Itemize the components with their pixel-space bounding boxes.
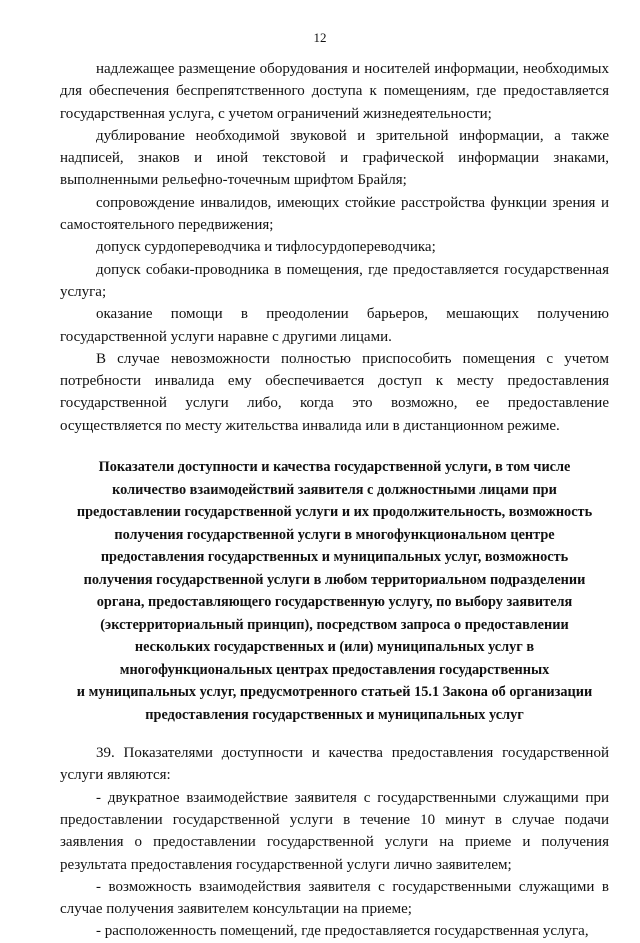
paragraph-premises-location: - расположенность помещений, где предоставляется государственная услуга,	[96, 923, 589, 940]
section-heading	[60, 456, 609, 726]
heading-line: органа, предоставляющего государственную услугу, по выбору заявителя	[96, 594, 573, 611]
indicators-section	[60, 742, 609, 943]
paragraph-equipment-placement: надлежащее размещение оборудования и носителей информации, необходимых для обеспечения беспрепятственного доступа к помещениям, где предоставляется государственная услуга, с учетом ограничений жизнедеятельности;	[60, 61, 609, 122]
paragraph-barrier-assistance: оказание помощи в преодолении барьеров, мешающих получению государственной услуги наравне с другими лицами.	[60, 306, 609, 345]
paragraph-remote-service: В случае невозможности полностью приспособить помещения с учетом потребности инвалида ему обеспечивается доступ к месту предоставления государственной услуги либо, когда это возможно, ее предоставление осуществляется по месту жительства инвалида или в дистанционном режиме.	[60, 350, 609, 434]
heading-line: получения государственной услуги в многофункциональном центре	[114, 526, 555, 543]
heading-line: получения государственной услуги в любом территориальном подразделении	[83, 571, 586, 588]
intro-section	[60, 58, 609, 437]
heading-line: предоставления государственных и муниципальных услуг	[145, 706, 524, 723]
paragraph-escort-disabled: сопровождение инвалидов, имеющих стойкие расстройства функции зрения и самостоятельного передвижения;	[60, 194, 609, 234]
heading-line: предоставления государственных и муниципальных услуг, возможность	[100, 549, 569, 566]
paragraph-item-39: 39. Показателями доступности и качества предоставления государственной услуги являются:	[60, 745, 609, 784]
page-number: 12	[313, 30, 327, 45]
heading-line: предоставлении государственной услуги и их продолжительность, возможность	[76, 504, 593, 521]
heading-line: (экстерриториальный принцип), посредством запроса о предоставлении	[100, 616, 569, 633]
heading-line: многофункциональных центрах предоставления государственных	[119, 661, 550, 678]
paragraph-sign-interpreter: допуск сурдопереводчика и тифлосурдопереводчика;	[96, 239, 436, 256]
heading-line: количество взаимодействий заявителя с должностными лицами при	[112, 481, 557, 498]
paragraph-braille-duplication: дублирование необходимой звуковой и зрительной информации, а также надписей, знаков и иной текстовой и графической информации знаками, выполненными рельефно-точечным шрифтом Брайля;	[60, 127, 609, 189]
heading-line: Показатели доступности и качества государственной услуги, в том числе	[98, 459, 571, 476]
paragraph-double-interaction: - двукратное взаимодействие заявителя с государственными служащими при предоставлении государственной услуги в течение 10 минут в случае подачи заявления о предоставлении государственной услуги на приеме и получения результата предоставления государственной услуги лично заявителем;	[60, 789, 609, 873]
heading-line: и муниципальных услуг, предусмотренного статьей 15.1 Закона об организации	[76, 684, 593, 701]
paragraph-guide-dog: допуск собаки-проводника в помещения, где предоставляется государственная услуга;	[60, 261, 609, 300]
heading-line: нескольких государственных и (или) муниципальных услуг в	[134, 639, 535, 656]
paragraph-consultation-interaction: - возможность взаимодействия заявителя с государственными служащими в случае получения заявителем консультации на приеме;	[60, 878, 609, 918]
page-content	[60, 58, 609, 943]
